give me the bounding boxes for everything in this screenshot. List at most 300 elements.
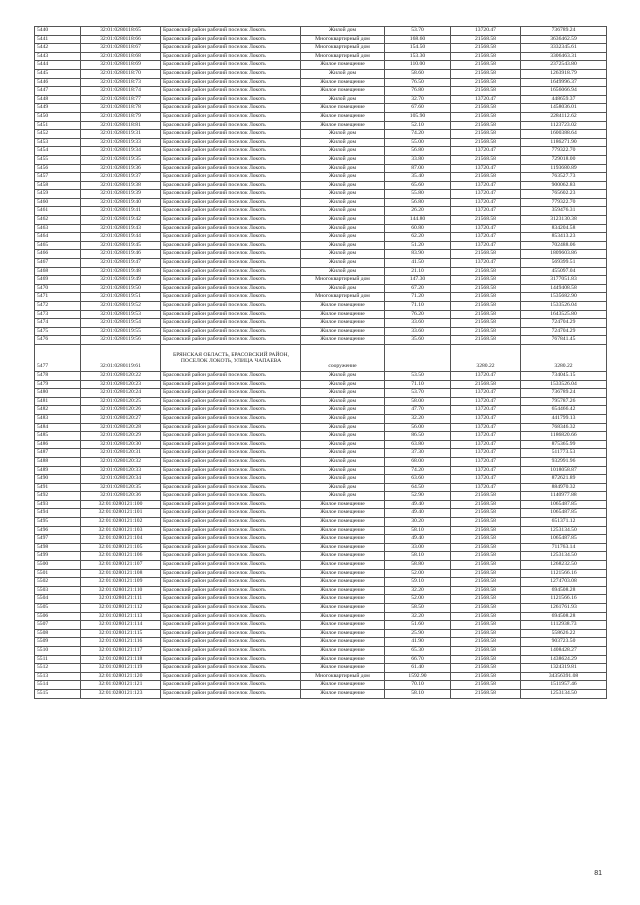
- cell-cadastral-number: 32:01:0280120:23: [81, 380, 161, 389]
- cell-row-number: 5513: [35, 672, 81, 681]
- cell-row-number: 5442: [35, 44, 81, 53]
- cell-specific-value: 13720.47: [451, 466, 521, 475]
- cell-row-number: 5445: [35, 69, 81, 78]
- cell-cadastral-number: 32:01:0280121:120: [81, 672, 161, 681]
- cell-object-type: Жилой дом: [301, 449, 385, 458]
- cell-specific-value: 21568.58: [451, 250, 521, 259]
- cell-cadastral-value: 1186271.90: [521, 138, 607, 147]
- cell-cadastral-value: 736789.24: [521, 389, 607, 398]
- cell-row-number: 5466: [35, 250, 81, 259]
- cell-cadastral-number: 32:01:0280120:24: [81, 389, 161, 398]
- cell-cadastral-number: 32:01:0280120:32: [81, 457, 161, 466]
- cell-cadastral-number: 32:01:0280121:108: [81, 569, 161, 578]
- cell-cadastral-number: 32:01:0280121:113: [81, 612, 161, 621]
- cell-object-type: Жилое помещение: [301, 121, 385, 130]
- cell-address: Брасовский район рабочий поселок Локоть: [161, 389, 301, 398]
- cell-address: Брасовский район рабочий поселок Локоть: [161, 121, 301, 130]
- cell-area: 21.10: [385, 267, 451, 276]
- cell-specific-value: 13720.47: [451, 207, 521, 216]
- cell-object-type: Жилое помещение: [301, 500, 385, 509]
- cell-row-number: 5500: [35, 561, 81, 570]
- cell-area: 60.80: [385, 224, 451, 233]
- cell-object-type: Многоквартирный дом: [301, 44, 385, 53]
- cell-cadastral-number: 32:01:0280119:38: [81, 181, 161, 190]
- cell-address: Брасовский район рабочий поселок Локоть: [161, 69, 301, 78]
- cell-area: 58.80: [385, 561, 451, 570]
- cell-area: 58.00: [385, 397, 451, 406]
- cell-address: Брасовский район рабочий поселок Локоть: [161, 284, 301, 293]
- cell-specific-value: 13720.47: [451, 406, 521, 415]
- cell-object-type: Жилое помещение: [301, 569, 385, 578]
- cell-cadastral-number: 32:01:0280119:42: [81, 216, 161, 225]
- cell-address: Брасовский район рабочий поселок Локоть: [161, 104, 301, 113]
- cell-row-number: 5447: [35, 87, 81, 96]
- cell-area: 71.20: [385, 293, 451, 302]
- cell-area: 71.10: [385, 302, 451, 311]
- cell-specific-value: 21568.58: [451, 672, 521, 681]
- cell-object-type: Жилой дом: [301, 466, 385, 475]
- cell-specific-value: 13720.47: [451, 449, 521, 458]
- cell-cadastral-number: 32:01:0280118:78: [81, 104, 161, 113]
- cell-cadastral-value: 1112938.73: [521, 621, 607, 630]
- cell-cadastral-value: 1065487.85: [521, 535, 607, 544]
- cell-object-type: Многоквартирный дом: [301, 35, 385, 44]
- table-row: [35, 293, 607, 302]
- cell-specific-value: 21568.58: [451, 61, 521, 70]
- cell-object-type: Жилой дом: [301, 389, 385, 398]
- cell-cadastral-value: 779322.70: [521, 147, 607, 156]
- cell-specific-value: 13720.47: [451, 164, 521, 173]
- cell-specific-value: 21568.58: [451, 327, 521, 336]
- cell-area: 64.50: [385, 483, 451, 492]
- cell-address: Брасовский район рабочий поселок Локоть: [161, 216, 301, 225]
- cell-cadastral-number: 32:01:0280118:65: [81, 27, 161, 36]
- cell-address: Брасовский район рабочий поселок Локоть: [161, 595, 301, 604]
- cell-address: Брасовский район рабочий поселок Локоть: [161, 233, 301, 242]
- cell-object-type: Многоквартирный дом: [301, 293, 385, 302]
- cell-cadastral-value: 1438624.29: [521, 655, 607, 664]
- cell-object-type: Жилое помещение: [301, 87, 385, 96]
- cell-address: Брасовский район рабочий поселок Локоть: [161, 397, 301, 406]
- cell-specific-value: 21568.58: [451, 604, 521, 613]
- table-row: [35, 190, 607, 199]
- table-row: [35, 500, 607, 509]
- cell-object-type: Жилой дом: [301, 207, 385, 216]
- cell-object-type: Жилое помещение: [301, 655, 385, 664]
- table-row: [35, 216, 607, 225]
- cell-cadastral-number: 32:01:0280119:34: [81, 147, 161, 156]
- cell-cadastral-value: 3177051.83: [521, 276, 607, 285]
- cell-cadastral-number: 32:01:0280119:49: [81, 276, 161, 285]
- cell-cadastral-number: 32:01:0280121:112: [81, 604, 161, 613]
- cell-specific-value: 13720.47: [451, 190, 521, 199]
- cell-specific-value: 21568.58: [451, 112, 521, 121]
- cell-object-type: Жилое помещение: [301, 689, 385, 698]
- cell-address: Брасовский район рабочий поселок Локоть: [161, 569, 301, 578]
- table-row: [35, 233, 607, 242]
- cell-address: Брасовский район рабочий поселок Локоть: [161, 604, 301, 613]
- cell-area: 32.20: [385, 612, 451, 621]
- cell-area: 58.10: [385, 689, 451, 698]
- cell-area: 35.40: [385, 173, 451, 182]
- cell-row-number: 5477: [35, 344, 81, 371]
- cell-specific-value: 21568.58: [451, 681, 521, 690]
- cell-specific-value: 21568.58: [451, 121, 521, 130]
- cell-cadastral-value: 1065487.85: [521, 509, 607, 518]
- cell-object-type: сооружение: [301, 344, 385, 371]
- table-row: [35, 586, 607, 595]
- cell-address: Брасовский район рабочий поселок Локоть: [161, 483, 301, 492]
- cell-address: Брасовский район рабочий поселок Локоть: [161, 44, 301, 53]
- cell-cadastral-value: 1065487.85: [521, 500, 607, 509]
- cell-cadastral-number: 32:01:0280120:34: [81, 475, 161, 484]
- cell-area: 32.70: [385, 95, 451, 104]
- cell-address: Брасовский район рабочий поселок Локоть: [161, 689, 301, 698]
- cell-object-type: Жилой дом: [301, 492, 385, 501]
- cell-row-number: 5463: [35, 224, 81, 233]
- cell-address: Брасовский район рабочий поселок Локоть: [161, 336, 301, 345]
- cell-object-type: Жилое помещение: [301, 552, 385, 561]
- cell-area: 55.80: [385, 190, 451, 199]
- cell-object-type: Жилое помещение: [301, 526, 385, 535]
- cell-cadastral-value: 3280.22: [521, 344, 607, 371]
- cell-row-number: 5511: [35, 655, 81, 664]
- cell-row-number: 5471: [35, 293, 81, 302]
- table-row: [35, 327, 607, 336]
- cell-object-type: Жилое помещение: [301, 543, 385, 552]
- cell-address: Брасовский район рабочий поселок Локоть: [161, 664, 301, 673]
- cell-cadastral-value: 1121566.16: [521, 595, 607, 604]
- table-row: [35, 259, 607, 268]
- cell-area: 62.20: [385, 233, 451, 242]
- cell-cadastral-number: 32:01:0280118:79: [81, 112, 161, 121]
- cell-cadastral-number: 32:01:0280119:36: [81, 164, 161, 173]
- cell-area: 61.40: [385, 664, 451, 673]
- cell-area: 32.20: [385, 586, 451, 595]
- cell-object-type: Жилое помещение: [301, 638, 385, 647]
- cell-area: 153.30: [385, 52, 451, 61]
- cell-specific-value: 21568.58: [451, 552, 521, 561]
- cell-area: 41.90: [385, 638, 451, 647]
- cell-area: [385, 344, 451, 371]
- cell-specific-value: 21568.58: [451, 500, 521, 509]
- cell-specific-value: 21568.58: [451, 44, 521, 53]
- cell-cadastral-number: 32:01:0280121:123: [81, 689, 161, 698]
- cell-row-number: 5505: [35, 604, 81, 613]
- table-row: [35, 310, 607, 319]
- cell-cadastral-number: 32:01:0280120:36: [81, 492, 161, 501]
- cell-row-number: 5485: [35, 432, 81, 441]
- cell-cadastral-number: 32:01:0280121:101: [81, 509, 161, 518]
- cell-cadastral-value: 441799.13: [521, 414, 607, 423]
- cell-object-type: Жилой дом: [301, 440, 385, 449]
- table-row: [35, 672, 607, 681]
- cell-area: 56.00: [385, 423, 451, 432]
- cell-address: Брасовский район рабочий поселок Локоть: [161, 500, 301, 509]
- cell-address: Брасовский район рабочий поселок Локоть: [161, 518, 301, 527]
- cell-address: Брасовский район рабочий поселок Локоть: [161, 27, 301, 36]
- cell-object-type: Жилое помещение: [301, 681, 385, 690]
- table-row: [35, 646, 607, 655]
- cell-specific-value: 21568.58: [451, 664, 521, 673]
- cell-cadastral-number: 32:01:0280121:116: [81, 638, 161, 647]
- cell-area: 51.60: [385, 621, 451, 630]
- cell-address: Брасовский район рабочий поселок Локоть: [161, 414, 301, 423]
- cell-row-number: 5458: [35, 181, 81, 190]
- table-row: [35, 406, 607, 415]
- cell-specific-value: 13720.47: [451, 233, 521, 242]
- cell-row-number: 5448: [35, 95, 81, 104]
- cell-specific-value: 21568.58: [451, 173, 521, 182]
- cell-cadastral-value: 795787.26: [521, 397, 607, 406]
- cell-area: 33.00: [385, 543, 451, 552]
- cell-address: Брасовский район рабочий поселок Локоть: [161, 130, 301, 139]
- cell-area: 87.00: [385, 164, 451, 173]
- cell-object-type: Жилой дом: [301, 155, 385, 164]
- cell-object-type: Жилой дом: [301, 475, 385, 484]
- cell-area: 30.20: [385, 518, 451, 527]
- cell-cadastral-value: 694508.28: [521, 586, 607, 595]
- cell-cadastral-value: 654466.42: [521, 406, 607, 415]
- table-row: [35, 432, 607, 441]
- cell-specific-value: 21568.58: [451, 267, 521, 276]
- cell-area: 53.50: [385, 371, 451, 380]
- cell-specific-value: 21568.58: [451, 293, 521, 302]
- table-row: [35, 629, 607, 638]
- cell-cadastral-number: 32:01:0280120:26: [81, 406, 161, 415]
- cell-row-number: 5490: [35, 475, 81, 484]
- cell-cadastral-value: 1193680.89: [521, 164, 607, 173]
- cell-cadastral-number: 32:01:0280118:70: [81, 69, 161, 78]
- cell-cadastral-number: 32:01:0280119:48: [81, 267, 161, 276]
- cell-cadastral-value: 853413.23: [521, 233, 607, 242]
- cell-cadastral-value: 903723.50: [521, 638, 607, 647]
- cell-specific-value: 21568.58: [451, 216, 521, 225]
- cell-cadastral-value: 875365.99: [521, 440, 607, 449]
- cell-cadastral-value: 729018.00: [521, 155, 607, 164]
- cell-row-number: 5506: [35, 612, 81, 621]
- cell-area: 41.50: [385, 259, 451, 268]
- cell-area: 144.80: [385, 216, 451, 225]
- cell-row-number: 5475: [35, 327, 81, 336]
- table-row: [35, 336, 607, 345]
- cell-object-type: Жилое помещение: [301, 604, 385, 613]
- cell-cadastral-value: 448659.37: [521, 95, 607, 104]
- cell-address: Брасовский район рабочий поселок Локоть: [161, 138, 301, 147]
- cell-specific-value: 21568.58: [451, 621, 521, 630]
- cell-cadastral-number: 32:01:0280121:117: [81, 646, 161, 655]
- cell-specific-value: 21568.58: [451, 310, 521, 319]
- table-row: [35, 371, 607, 380]
- cell-cadastral-value: 511773.53: [521, 449, 607, 458]
- cell-cadastral-value: 702488.06: [521, 241, 607, 250]
- cell-specific-value: 13720.47: [451, 475, 521, 484]
- cell-object-type: Жилое помещение: [301, 112, 385, 121]
- cell-cadastral-value: 558626.22: [521, 629, 607, 638]
- cell-specific-value: 21568.58: [451, 526, 521, 535]
- cell-cadastral-value: 1809603.86: [521, 250, 607, 259]
- cell-row-number: 5453: [35, 138, 81, 147]
- cell-area: 67.20: [385, 284, 451, 293]
- table-row: [35, 509, 607, 518]
- cell-row-number: 5510: [35, 646, 81, 655]
- cell-object-type: Жилое помещение: [301, 104, 385, 113]
- table-row: [35, 535, 607, 544]
- cell-object-type: Жилое помещение: [301, 561, 385, 570]
- cell-cadastral-number: 32:01:0280118:66: [81, 35, 161, 44]
- cell-specific-value: 21568.58: [451, 87, 521, 96]
- cell-object-type: Многоквартирный дом: [301, 52, 385, 61]
- cell-area: 70.10: [385, 681, 451, 690]
- cell-address: Брасовский район рабочий поселок Локоть: [161, 492, 301, 501]
- cell-row-number: 5474: [35, 319, 81, 328]
- cell-row-number: 5498: [35, 543, 81, 552]
- cell-cadastral-number: 32:01:0280121:111: [81, 595, 161, 604]
- cell-object-type: Жилой дом: [301, 406, 385, 415]
- cell-object-type: Жилое помещение: [301, 621, 385, 630]
- cell-object-type: Жилое помещение: [301, 586, 385, 595]
- cell-object-type: Жилое помещение: [301, 612, 385, 621]
- cell-row-number: 5504: [35, 595, 81, 604]
- cell-specific-value: 21568.58: [451, 138, 521, 147]
- cell-cadastral-number: 32:01:0280121:100: [81, 500, 161, 509]
- table-row: [35, 147, 607, 156]
- cell-specific-value: 13720.47: [451, 371, 521, 380]
- cadastral-value-table-sheet: [34, 26, 606, 699]
- cell-object-type: Жилой дом: [301, 233, 385, 242]
- cell-cadastral-number: 32:01:0280119:51: [81, 293, 161, 302]
- cell-specific-value: 13720.47: [451, 259, 521, 268]
- table-row: [35, 595, 607, 604]
- cell-cadastral-number: 32:01:0280121:115: [81, 629, 161, 638]
- table-row: [35, 224, 607, 233]
- cell-address: Брасовский район рабочий поселок Локоть: [161, 526, 301, 535]
- cell-specific-value: 13720.47: [451, 457, 521, 466]
- cell-cadastral-value: 569399.51: [521, 259, 607, 268]
- cell-cadastral-value: 2372543.80: [521, 61, 607, 70]
- cell-cadastral-number: 32:01:0280121:102: [81, 518, 161, 527]
- cell-object-type: Жилое помещение: [301, 646, 385, 655]
- table-row: [35, 483, 607, 492]
- cell-cadastral-value: 767841.45: [521, 336, 607, 345]
- cell-area: 58.10: [385, 526, 451, 535]
- cell-cadastral-value: 1535682.90: [521, 293, 607, 302]
- cell-row-number: 5462: [35, 216, 81, 225]
- cell-object-type: Жилой дом: [301, 224, 385, 233]
- cell-cadastral-number: 32:01:0280119:41: [81, 207, 161, 216]
- cell-row-number: 5496: [35, 526, 81, 535]
- table-row: [35, 138, 607, 147]
- table-row: [35, 302, 607, 311]
- cell-address: Брасовский район рабочий поселок Локоть: [161, 310, 301, 319]
- table-row: [35, 492, 607, 501]
- cell-cadastral-number: 32:01:0280119:44: [81, 233, 161, 242]
- cell-specific-value: 13720.47: [451, 241, 521, 250]
- table-row: [35, 241, 607, 250]
- cell-cadastral-number: 32:01:0280119:53: [81, 310, 161, 319]
- cell-area: 59.10: [385, 578, 451, 587]
- cell-cadastral-value: 1643525.80: [521, 310, 607, 319]
- table-row: [35, 173, 607, 182]
- cell-row-number: 5481: [35, 397, 81, 406]
- cell-address: Брасовский район рабочий поселок Локоть: [161, 638, 301, 647]
- cell-object-type: Жилой дом: [301, 95, 385, 104]
- cell-cadastral-number: 32:01:0280120:33: [81, 466, 161, 475]
- cell-area: 63.80: [385, 440, 451, 449]
- cell-specific-value: 21568.58: [451, 52, 521, 61]
- table-row: [35, 250, 607, 259]
- cell-specific-value: 21568.58: [451, 336, 521, 345]
- cell-area: 53.70: [385, 27, 451, 36]
- cell-address: Брасовский район рабочий поселок Локоть: [161, 155, 301, 164]
- cell-address: Брасовский район рабочий поселок Локоть: [161, 457, 301, 466]
- cell-address: Брасовский район рабочий поселок Локоть: [161, 432, 301, 441]
- table-row: [35, 27, 607, 36]
- cell-row-number: 5487: [35, 449, 81, 458]
- cell-address: Брасовский район рабочий поселок Локоть: [161, 319, 301, 328]
- cell-row-number: 5449: [35, 104, 81, 113]
- cell-row-number: 5441: [35, 35, 81, 44]
- table-row: [35, 604, 607, 613]
- cell-area: 56.80: [385, 198, 451, 207]
- cell-area: 47.70: [385, 406, 451, 415]
- table-row: [35, 397, 607, 406]
- cell-object-type: Жилое помещение: [301, 595, 385, 604]
- cell-area: 26.20: [385, 207, 451, 216]
- cell-cadastral-number: 32:01:0280119:33: [81, 138, 161, 147]
- table-row: [35, 104, 607, 113]
- cell-address: Брасовский район рабочий поселок Локоть: [161, 621, 301, 630]
- cell-specific-value: 13720.47: [451, 198, 521, 207]
- table-row: [35, 518, 607, 527]
- table-row: [35, 638, 607, 647]
- cell-specific-value: 21568.58: [451, 518, 521, 527]
- cell-cadastral-value: 1449408.58: [521, 284, 607, 293]
- cell-cadastral-number: 32:01:0280120:25: [81, 397, 161, 406]
- cell-row-number: 5488: [35, 457, 81, 466]
- cell-row-number: 5484: [35, 423, 81, 432]
- cell-area: 66.70: [385, 655, 451, 664]
- table-row: [35, 344, 607, 371]
- cell-specific-value: 21568.58: [451, 276, 521, 285]
- cell-cadastral-number: 32:01:0280119:35: [81, 155, 161, 164]
- cell-specific-value: 13720.47: [451, 224, 521, 233]
- cell-object-type: Жилой дом: [301, 483, 385, 492]
- cell-cadastral-value: 1018058.87: [521, 466, 607, 475]
- cell-area: 105.90: [385, 112, 451, 121]
- cell-area: 33.80: [385, 155, 451, 164]
- cell-row-number: 5446: [35, 78, 81, 87]
- cell-cadastral-value: 3306463.31: [521, 52, 607, 61]
- cell-address: Брасовский район рабочий поселок Локоть: [161, 327, 301, 336]
- cell-cadastral-value: 1261761.93: [521, 604, 607, 613]
- cell-row-number: 5469: [35, 276, 81, 285]
- cell-row-number: 5508: [35, 629, 81, 638]
- cell-address: Брасовский район рабочий поселок Локоть: [161, 586, 301, 595]
- cell-area: 53.70: [385, 389, 451, 398]
- cell-address: Брасовский район рабочий поселок Локоть: [161, 276, 301, 285]
- cell-address: Брасовский район рабочий поселок Локоть: [161, 646, 301, 655]
- cell-object-type: Жилой дом: [301, 216, 385, 225]
- cell-object-type: Жилое помещение: [301, 664, 385, 673]
- cell-specific-value: 13720.47: [451, 397, 521, 406]
- cell-row-number: 5502: [35, 578, 81, 587]
- cell-address: Брасовский район рабочий поселок Локоть: [161, 181, 301, 190]
- table-row: [35, 526, 607, 535]
- table-row: [35, 389, 607, 398]
- cell-specific-value: 21568.58: [451, 284, 521, 293]
- cell-row-number: 5494: [35, 509, 81, 518]
